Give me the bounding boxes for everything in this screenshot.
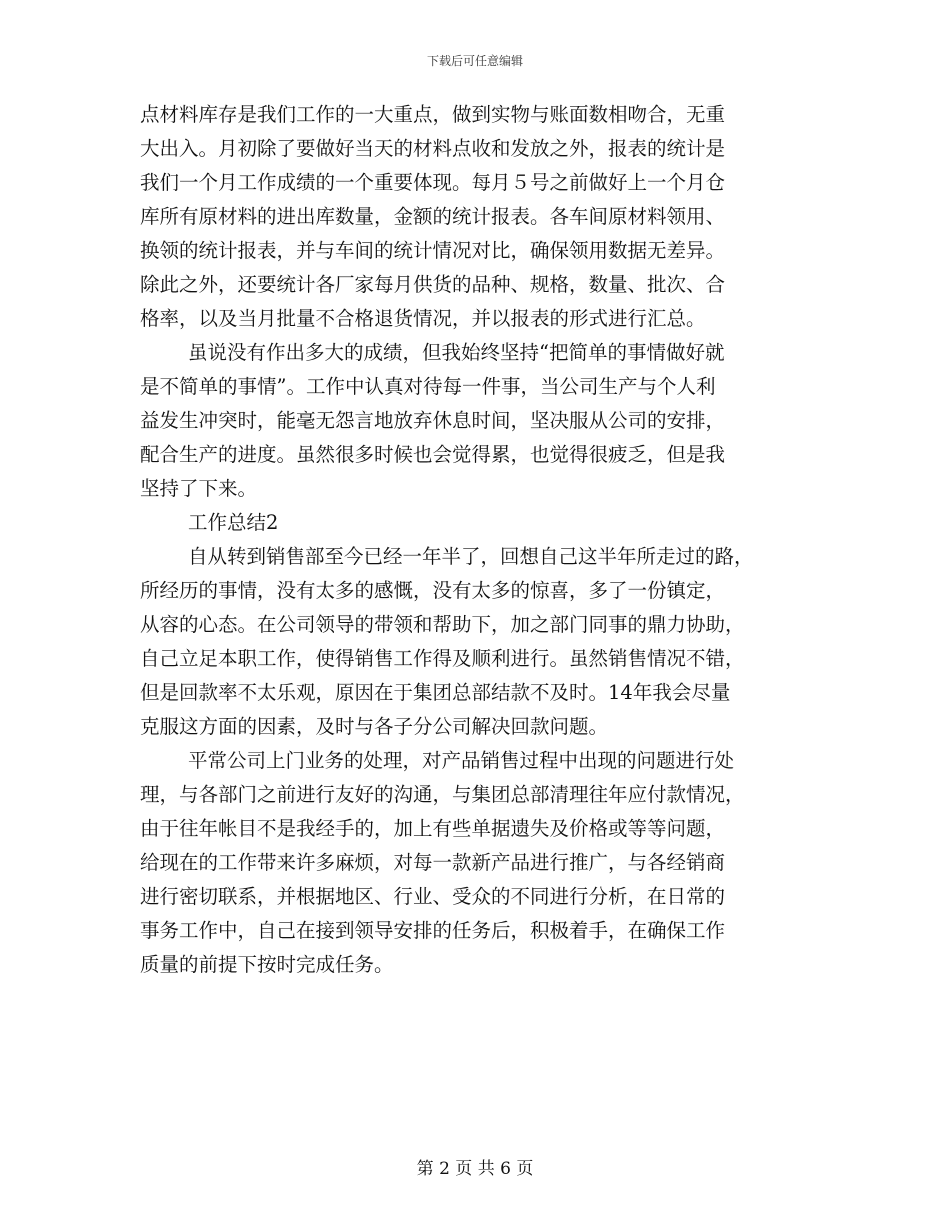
- page-footer: 第 2 页 共 6 页: [416, 1159, 534, 1179]
- body-line: 事务工作中，自己在接到领导安排的任务后，积极着手，在确保工作: [140, 919, 726, 942]
- body-line: 理，与各部门之前进行友好的沟通，与集团总部清理往年应付款情况，: [140, 783, 745, 806]
- body-line: 自从转到销售部至今已经一年半了，回想自己这半年所走过的路，: [188, 545, 754, 568]
- body-line: 自己立足本职工作，使得销售工作得及顺利进行。虽然销售情况不错，: [140, 647, 745, 670]
- body-line: 库所有原材料的进出库数量，金额的统计报表。各车间原材料领用、: [140, 205, 726, 228]
- body-line: 除此之外，还要统计各厂家每月供货的品种、规格，数量、批次、合: [140, 273, 726, 296]
- document-body: [140, 98, 812, 982]
- body-line: 是不简单的事情”。工作中认真对待每一件事，当公司生产与个人利: [140, 375, 716, 398]
- body-line: 大出入。月初除了要做好当天的材料点收和发放之外，报表的统计是: [140, 137, 726, 160]
- body-line: 由于往年帐目不是我经手的，加上有些单据遗失及价格或等等问题，: [140, 817, 726, 840]
- body-line: 换领的统计报表，并与车间的统计情况对比，确保领用数据无差异。: [140, 239, 726, 262]
- body-line: 虽说没有作出多大的成绩，但我始终坚持“把简单的事情做好就: [188, 341, 725, 364]
- body-line: 质量的前提下按时完成任务。: [140, 953, 394, 976]
- body-line: 我们一个月工作成绩的一个重要体现。每月５号之前做好上一个月仓: [140, 171, 726, 194]
- page-header: 下载后可任意编辑: [426, 54, 523, 68]
- body-line: 所经历的事情，没有太多的感慨，没有太多的惊喜，多了一份镇定，: [140, 579, 726, 602]
- body-line: 从容的心态。在公司领导的带领和帮助下，加之部门同事的鼎力协助，: [140, 613, 745, 636]
- body-line: 克服这方面的因素，及时与各子分公司解决回款问题。: [140, 715, 609, 738]
- body-line: 但是回款率不太乐观，原因在于集团总部结款不及时。14年我会尽量: [140, 681, 731, 704]
- body-line: 配合生产的进度。虽然很多时候也会觉得累，也觉得很疲乏，但是我: [140, 443, 726, 466]
- body-line: 平常公司上门业务的处理，对产品销售过程中出现的问题进行处: [188, 749, 735, 772]
- body-line: 格率，以及当月批量不合格退货情况，并以报表的形式进行汇总。: [140, 307, 706, 330]
- body-line: 点材料库存是我们工作的一大重点，做到实物与账面数相吻合，无重: [140, 103, 726, 126]
- body-line: 工作总结2: [188, 511, 279, 534]
- body-line: 坚持了下来。: [140, 477, 258, 500]
- body-line: 进行密切联系，并根据地区、行业、受众的不同进行分析，在日常的: [140, 885, 726, 908]
- body-line: 给现在的工作带来许多麻烦，对每一款新产品进行推广，与各经销商: [140, 851, 726, 874]
- body-line: 益发生冲突时，能毫无怨言地放弃休息时间，坚决服从公司的安排，: [140, 409, 726, 432]
